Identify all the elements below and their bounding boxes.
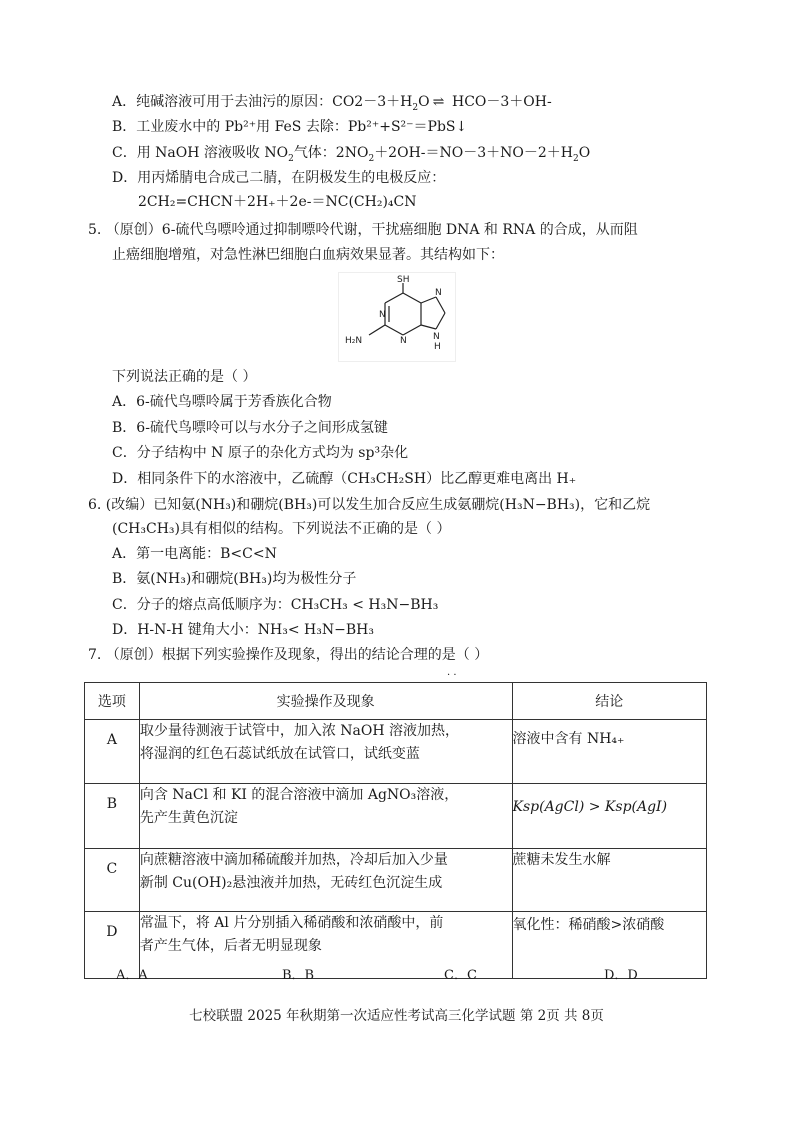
q4-option-c-mid: 气体：2NO	[293, 145, 369, 161]
n-label-1: N	[379, 310, 386, 320]
answer-mark-a: A．A	[116, 968, 148, 983]
row-experiment-line1: 向蔗糖溶液中滴加稀硫酸并加热，冷却后加入少量	[139, 852, 448, 868]
row-experiment-line2: 将湿润的红色石蕊试纸放在试管口，试纸变蓝	[139, 746, 420, 762]
h-label: H	[434, 342, 441, 352]
table-row	[85, 849, 707, 912]
q5-option-d: D．相同条件下的水溶液中，乙硫醇（CH₃CH₂SH）比乙醇更难电离出 H₊	[112, 471, 577, 487]
answer-mark-b: B．B	[282, 968, 315, 983]
row-experiment	[139, 720, 512, 784]
n-label-2: N	[400, 336, 407, 346]
q4-option-d-equation: 2CH₂=CHCN＋2H₊＋2e-＝NC(CH₂)₄CN	[138, 194, 417, 210]
row-option: B	[106, 796, 118, 812]
q5-option-a: A．6-硫代鸟嘌呤属于芳香族化合物	[112, 394, 332, 410]
n-label-3: N	[435, 288, 442, 298]
q4-option-c-post: ＋2OH-＝NO－3＋NO－2＋H	[374, 145, 573, 161]
q6-option-a: A．第一电离能：B<C<N	[112, 546, 277, 562]
q5-option-b: B．6-硫代鸟嘌呤可以与水分子之间形成氢键	[112, 420, 388, 436]
header-experiment: 实验操作及现象	[139, 683, 512, 720]
answer-mark-d: D．D	[604, 968, 638, 983]
q4-option-a-pre: A．纯碱溶液可用于去油污的原因：CO2－3＋H	[112, 94, 413, 110]
row-option: C	[106, 861, 118, 877]
q5-ask: 下列说法正确的是（ ）	[112, 369, 257, 385]
row-experiment-line2: 先产生黄色沉淀	[139, 810, 238, 826]
table-row	[85, 784, 707, 849]
q4-option-c-pre: C．用 NaOH 溶液吸收 NO	[112, 145, 289, 161]
q4-option-c-end: O	[578, 145, 591, 161]
q4-option-d: D．用丙烯腈电合成己二腈，在阴极发生的电极反应：	[112, 170, 446, 186]
q5-stem-line1: 5. （原创）6-硫代鸟嘌呤通过抑制嘌呤代谢，干扰癌细胞 DNA 和 RNA 的合成，从而阻	[88, 222, 638, 238]
page-footer: 七校联盟 2025 年秋期第一次适应性考试高三化学试题 第 2页 共 8页	[189, 1008, 604, 1024]
table-row	[85, 720, 707, 784]
row-conclusion	[512, 720, 707, 784]
row-conclusion	[512, 784, 707, 849]
q5-stem-line2: 止癌细胞增殖，对急性淋巴细胞白血病效果显著。其结构如下：	[112, 247, 504, 263]
row-experiment-line1: 取少量待测液于试管中，加入浓 NaOH 溶液加热，	[139, 723, 460, 739]
nh-label: N	[433, 332, 440, 342]
experiment-table	[84, 682, 707, 979]
q6-option-b: B．氨(NH₃)和硼烷(BH₃)均为极性分子	[112, 571, 357, 587]
q7-stem: 7. （原创）根据下列实验操作及现象，得出的结论合理的是（ ）	[88, 647, 489, 663]
nh2-label: H₂N	[345, 336, 363, 346]
header-option: 选项	[85, 683, 140, 720]
q4-option-a-mid: HCO－3＋OH-	[447, 94, 552, 110]
sh-label: SH	[397, 275, 410, 285]
q6-option-c: C．分子的熔点高低顺序为：CH₃CH₃ < H₃N−BH₃	[112, 597, 439, 613]
row-option: A	[106, 732, 117, 748]
q4-option-b: B．工业废水中的 Pb²⁺用 FeS 去除：Pb²⁺+S²⁻＝PbS↓	[112, 119, 468, 135]
row-option-cell	[85, 720, 140, 784]
row-conclusion	[512, 849, 707, 912]
equilibrium-arrow-icon: ⇌	[432, 94, 445, 110]
row-experiment-line2: 者产生气体，后者无明显现象	[139, 938, 322, 954]
row-experiment-line1: 向含 NaCl 和 KI 的混合溶液中滴加 AgNO₃溶液，	[139, 787, 459, 803]
row-conclusion-text: 氧化性：稀硝酸>浓硝酸	[512, 917, 665, 933]
row-experiment	[139, 849, 512, 912]
q6-stem-line1: 6. (改编）已知氨(NH₃)和硼烷(BH₃)可以发生加合反应生成氨硼烷(H₃N−BH₃)，它和乙烷	[88, 497, 651, 513]
q5-option-c: C．分子结构中 N 原子的杂化方式均为 sp³杂化	[112, 445, 409, 461]
thioguanine-structure-svg	[339, 273, 455, 361]
row-option-cell	[85, 849, 140, 912]
answer-mark-c: C．C	[444, 968, 477, 983]
row-experiment-line1: 常温下，将 Al 片分别插入稀硝酸和浓硝酸中，前	[139, 915, 444, 931]
q4-option-c: C．用 NaOH 溶液吸收 $NO_2$气体：$2NO_2+2OH-=NO-3+NO-2+H_2O$	[112, 145, 591, 164]
row-option: D	[106, 924, 118, 940]
q6-stem-line2: (CH₃CH₃)具有相似的结构。下列说法不正确的是（ ）	[112, 521, 451, 537]
thioguanine-structure	[338, 272, 456, 362]
table-header-row	[85, 683, 707, 720]
q6-option-d: D．H-N-H 键角大小：NH₃< H₃N−BH₃	[112, 622, 374, 638]
header-conclusion: 结论	[512, 683, 707, 720]
emphasis-dots: · ·	[447, 670, 457, 681]
q4-option-a-post: O	[418, 94, 430, 110]
q4-option-a: A．纯碱溶液可用于去油污的原因：$CO2-3+H_2O$ ⇌ HCO－3＋OH-	[112, 94, 552, 113]
row-conclusion-text: 蔗糖未发生水解	[512, 852, 611, 868]
row-experiment	[139, 784, 512, 849]
row-conclusion-text: 溶液中含有 NH₄₊	[512, 731, 625, 747]
row-option-cell	[85, 784, 140, 849]
row-experiment-line2: 新制 Cu(OH)₂悬浊液并加热，无砖红色沉淀生成	[139, 875, 443, 891]
row-conclusion-text: Ksp(AgCl) > Ksp(AgI)	[512, 799, 668, 815]
